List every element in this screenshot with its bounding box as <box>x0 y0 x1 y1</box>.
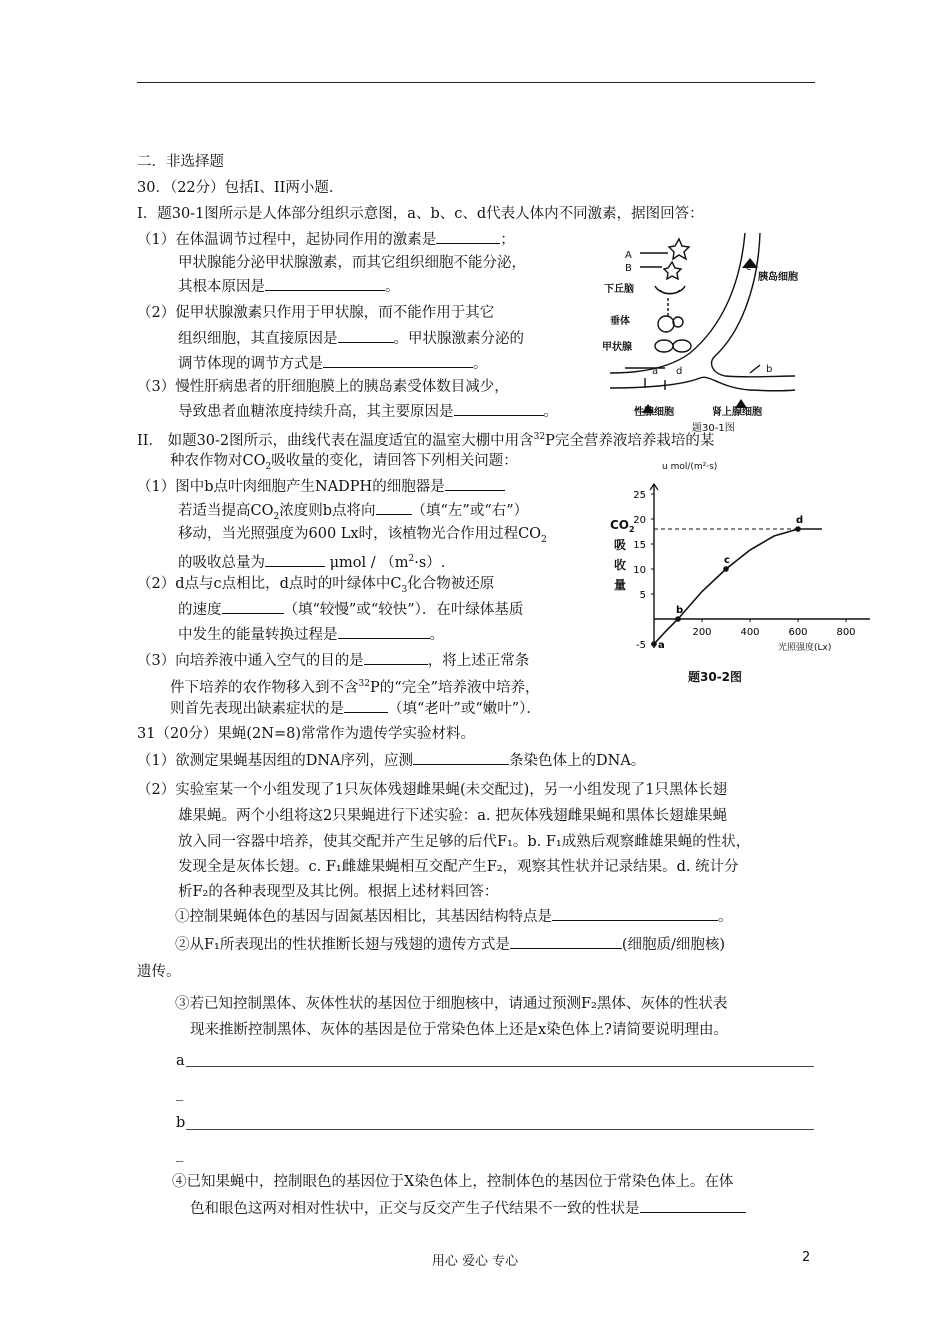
figure2-caption: 题30-2图 <box>688 670 743 684</box>
page-footer: 用心 爱心 专心 <box>431 1254 519 1269</box>
label-islet: 胰岛细胞 <box>758 272 798 283</box>
y-axis-label-3: 量 <box>614 578 627 592</box>
q31-q2-line4: 发现全是灰体长翅。c. F₁雌雄果蝇相互交配产生F₂，观察其性状并记录结果。d. 统计分 <box>178 859 739 875</box>
y-axis-label-co2: $CO_2$ <box>610 518 635 534</box>
q30-2-q1-line1: （1）图中b点叶肉细胞产生NADPH的细胞器是 <box>137 476 505 497</box>
answer-b-dash: _ <box>176 1146 184 1162</box>
x-tick-label: 800 <box>836 627 856 638</box>
y-tick-label: 5 <box>639 590 646 601</box>
q30-2-q2-line1: （2）d点与c点相比，d点时的叶绿体中$C_3$化合物被还原 <box>137 576 495 595</box>
q30-2-q2-line2: 的速度 （填“较慢”或“较快”）．在叶绿体基质 <box>178 599 523 620</box>
q31-s1: ①控制果蝇体色的基因与固氮基因相比，其基因结构特点是 。 <box>175 906 733 927</box>
answer-blank[interactable] <box>338 328 394 343</box>
q31-q1: （1）欲测定果蝇基因组的DNA序列，应测 条染色体上的DNA。 <box>137 750 645 771</box>
q30-1-q2-line3: 调节体现的调节方式是 。 <box>178 353 488 374</box>
label-pituitary: 垂体 <box>610 316 630 327</box>
figure-30-2 <box>610 455 856 690</box>
x-axis-label: 光照强度(Lx) <box>778 643 832 653</box>
y-tick-label: 25 <box>633 490 646 501</box>
y-unit: u mol/(m²·s) <box>662 462 718 472</box>
q30-2-q3-line3: 则首先表现出缺素症状的是 （填“老叶”或“嫩叶”）． <box>170 698 541 719</box>
answer-b-line[interactable] <box>186 1129 814 1130</box>
q31-q2-line3: 放入同一容器中培养，使其交配并产生足够的后代F₁。b. F₁成熟后观察雌雄果蝇的性状， <box>178 834 751 850</box>
label-adrenal: 肾上腺细胞 <box>712 407 762 418</box>
q31-q2-line1: （2）实验室某一个小组发现了1只灰体残翅雌果蝇(未交配过)，另一小组发现了1只黑体长翅 <box>137 782 727 798</box>
q31-s3-line1: ③若已知控制黑体、灰体性状的基因位于细胞核中，请通过预测F₂黑体、灰体的性状表 <box>175 996 728 1012</box>
answer-blank[interactable] <box>454 401 544 416</box>
q30-2-q3-line2: 件下培养的农作物移入到不含$^{32}$P的“完全”培养液中培养， <box>170 679 540 696</box>
q30-2-intro-line2: 种农作物对$CO_2$吸收量的变化，请回答下列相关问题： <box>170 453 518 472</box>
label-b: b <box>766 364 773 375</box>
x-tick-label: 200 <box>692 627 712 638</box>
answer-a-line[interactable] <box>186 1066 814 1067</box>
q31-s4-line1: ④已知果蝇中，控制眼色的基因位于X染色体上，控制体色的基因位于常染色体上。在体 <box>172 1174 734 1190</box>
q31-s3-line2: 现来推断控制黑体、灰体的基因是位于常染色体上还是x染色体上?请简要说明理由。 <box>190 1022 728 1038</box>
answer-a-dash: _ <box>176 1085 184 1101</box>
point-d <box>795 526 801 532</box>
answer-blank[interactable] <box>445 476 505 491</box>
label-gonad: 性腺细胞 <box>634 407 674 418</box>
label-a: a <box>652 366 659 377</box>
figure-30-1 <box>600 228 800 434</box>
y-tick-label: 10 <box>633 565 646 576</box>
answer-blank[interactable] <box>338 624 430 639</box>
y-axis-label-1: 吸 <box>614 538 627 552</box>
label-d: d <box>676 366 683 377</box>
q30-1-q3-line1: （3）慢性肝病患者的肝细胞膜上的胰岛素受体数目减少， <box>137 379 509 395</box>
answer-blank[interactable] <box>436 229 500 244</box>
point-a <box>651 641 657 647</box>
q30-1-q1-line3: 其根本原因是 。 <box>178 276 400 297</box>
point-label-c: c <box>724 555 730 566</box>
q30-2-q2-line3: 中发生的能量转换过程是 。 <box>178 624 444 645</box>
answer-blank[interactable] <box>510 934 622 949</box>
tissue-diagram <box>600 228 800 434</box>
q30-2-q1-line4: 的吸收总量为 $\mu mol / (m^2\cdot s)$. <box>178 549 445 573</box>
answer-blank[interactable] <box>552 906 718 921</box>
point-c <box>723 566 729 572</box>
q30-2-q1-line2: 若适当提高$CO_2$浓度则b点将向 （填“左”或“右”） <box>178 500 528 527</box>
co2-absorption-chart <box>610 455 856 690</box>
q30-1-q1-line2: 甲状腺能分泌甲状腺激素，而其它组织细胞不能分泌， <box>178 255 526 271</box>
figure1-caption: 题30-1图 <box>692 423 735 434</box>
x-tick-label: 400 <box>740 627 760 638</box>
page-number: 2 <box>802 1250 811 1265</box>
y-tick-label: 15 <box>633 540 646 551</box>
answer-blank[interactable] <box>265 276 385 291</box>
q31-q2-line2: 雄果蝇。两个小组将这2只果蝇进行下述实验：a. 把灰体残翅雌果蝇和黑体长翅雄果蝇 <box>178 808 728 824</box>
q31-s2-end: 遗传。 <box>137 964 181 980</box>
answer-blank[interactable] <box>265 552 325 567</box>
point-label-a: a <box>658 640 665 651</box>
answer-blank[interactable] <box>222 599 284 614</box>
answer-blank[interactable] <box>376 500 412 515</box>
q30-1-q3-line2: 导致患者血糖浓度持续升高，其主要原因是 。 <box>178 401 558 422</box>
label-thyroid: 甲状腺 <box>602 342 632 353</box>
answer-blank[interactable] <box>344 698 388 713</box>
label-c: c <box>746 262 752 273</box>
point-b <box>675 616 681 622</box>
point-label-b: b <box>676 605 684 616</box>
x-tick-label: 600 <box>788 627 808 638</box>
label-hypothalamus: 下丘脑 <box>604 284 634 295</box>
q30-2-intro-line1: II． 如题30-2图所示，曲线代表在温度适宜的温室大棚中用含$^{32}$P完全营养液培养栽培的某 <box>137 432 715 449</box>
answer-blank[interactable] <box>413 750 509 765</box>
answer-blank[interactable] <box>640 1198 746 1213</box>
answer-blank[interactable] <box>364 650 428 665</box>
q30-2-q1-line3: 移动，当光照强度为600 Lx时，该植物光合作用过程$CO_2$ <box>178 526 547 545</box>
q30-part1-intro: Ⅰ．题30-1图所示是人体部分组织示意图，a、b、c、d代表人体内不同激素，据图回答： <box>137 206 704 222</box>
y-axis-label-2: 收 <box>614 558 627 572</box>
y-tick-label: -5 <box>636 640 646 651</box>
section-title: 二．非选择题 <box>137 154 224 170</box>
answer-blank[interactable] <box>323 353 473 368</box>
q30-2-q3-line1: （3）向培养液中通入空气的目的是 ，将上述正常条 <box>137 650 529 671</box>
header-rule <box>137 82 815 83</box>
label-B: B <box>625 263 632 274</box>
label-A: A <box>625 250 632 261</box>
point-label-d: d <box>796 515 804 526</box>
answer-a-label: a <box>176 1053 185 1069</box>
q31-s2: ②从F₁所表现出的性状推断长翅与残翅的遗传方式是 (细胞质/细胞核) <box>175 934 725 955</box>
q30-1-q2-line1: （2）促甲状腺激素只作用于甲状腺，而不能作用于其它 <box>137 305 495 321</box>
q30-1-q1-line1: （1）在体温调节过程中，起协同作用的激素是 ； <box>137 229 515 250</box>
q31-s4-line2: 色和眼色这两对相对性状中，正交与反交产生子代结果不一致的性状是 <box>190 1198 746 1219</box>
q31-header: 31（20分）果蝇(2N=8)常常作为遗传学实验材料。 <box>137 726 476 742</box>
answer-b-label: b <box>176 1115 186 1131</box>
q30-1-q2-line2: 组织细胞，其直接原因是 。甲状腺激素分泌的 <box>178 328 524 349</box>
q31-q2-line5: 析F₂的各种表现型及其比例。根据上述材料回答： <box>178 884 499 900</box>
q30-header: 30．（22分）包括Ⅰ、II两小题． <box>137 180 344 196</box>
y-tick-label: 20 <box>633 515 646 526</box>
